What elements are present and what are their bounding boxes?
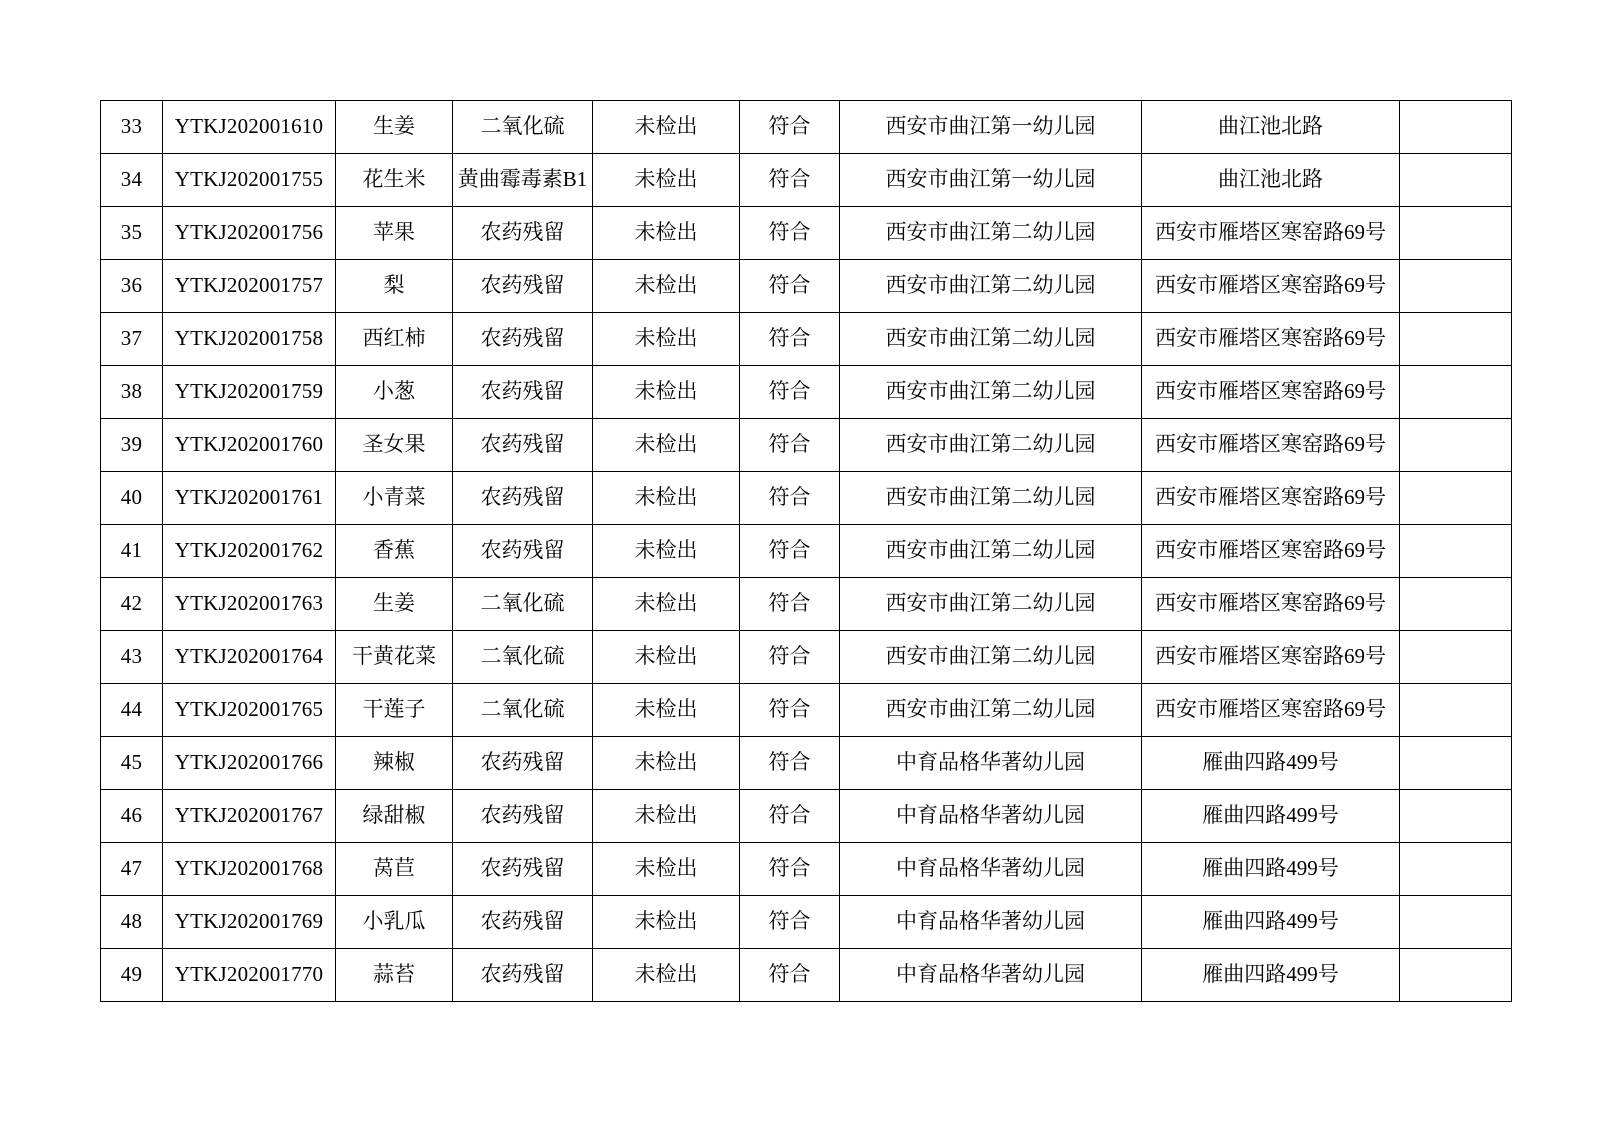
cell-note <box>1400 843 1512 896</box>
cell-note <box>1400 260 1512 313</box>
cell-inspected-unit: 西安市曲江第二幼儿园 <box>840 578 1142 631</box>
cell-sample-code: YTKJ202001757 <box>163 260 336 313</box>
results-table-container <box>100 100 1466 1002</box>
cell-judgement: 符合 <box>740 790 840 843</box>
cell-index: 44 <box>101 684 163 737</box>
cell-note <box>1400 207 1512 260</box>
cell-note <box>1400 419 1512 472</box>
cell-sample-name: 干莲子 <box>336 684 453 737</box>
cell-index: 37 <box>101 313 163 366</box>
cell-sample-name: 生姜 <box>336 101 453 154</box>
inspection-results-table <box>100 100 1512 1002</box>
cell-inspected-unit: 西安市曲江第二幼儿园 <box>840 260 1142 313</box>
cell-inspected-unit: 西安市曲江第二幼儿园 <box>840 419 1142 472</box>
cell-test-item: 二氧化硫 <box>453 631 593 684</box>
cell-sample-code: YTKJ202001756 <box>163 207 336 260</box>
cell-index: 35 <box>101 207 163 260</box>
cell-sample-code: YTKJ202001768 <box>163 843 336 896</box>
cell-index: 42 <box>101 578 163 631</box>
table-body <box>101 101 1512 1002</box>
cell-index: 36 <box>101 260 163 313</box>
table-row <box>101 419 1512 472</box>
cell-test-item: 农药残留 <box>453 313 593 366</box>
cell-index: 33 <box>101 101 163 154</box>
cell-sample-name: 莴苣 <box>336 843 453 896</box>
cell-test-item: 农药残留 <box>453 419 593 472</box>
cell-judgement: 符合 <box>740 419 840 472</box>
cell-note <box>1400 684 1512 737</box>
cell-inspected-unit: 西安市曲江第二幼儿园 <box>840 472 1142 525</box>
table-row <box>101 525 1512 578</box>
cell-test-item: 农药残留 <box>453 472 593 525</box>
cell-index: 38 <box>101 366 163 419</box>
cell-inspected-unit: 中育品格华著幼儿园 <box>840 843 1142 896</box>
cell-inspected-unit: 中育品格华著幼儿园 <box>840 896 1142 949</box>
cell-test-item: 二氧化硫 <box>453 101 593 154</box>
cell-test-item: 黄曲霉毒素B1 <box>453 154 593 207</box>
cell-index: 41 <box>101 525 163 578</box>
cell-address: 西安市雁塔区寒窑路69号 <box>1142 419 1400 472</box>
cell-test-item: 农药残留 <box>453 207 593 260</box>
cell-test-result: 未检出 <box>593 260 740 313</box>
table-row <box>101 366 1512 419</box>
cell-sample-code: YTKJ202001765 <box>163 684 336 737</box>
cell-address: 雁曲四路499号 <box>1142 790 1400 843</box>
cell-judgement: 符合 <box>740 896 840 949</box>
cell-test-result: 未检出 <box>593 366 740 419</box>
cell-judgement: 符合 <box>740 684 840 737</box>
cell-test-result: 未检出 <box>593 313 740 366</box>
cell-judgement: 符合 <box>740 260 840 313</box>
cell-test-result: 未检出 <box>593 949 740 1002</box>
cell-sample-name: 小青菜 <box>336 472 453 525</box>
cell-address: 西安市雁塔区寒窑路69号 <box>1142 631 1400 684</box>
cell-sample-name: 辣椒 <box>336 737 453 790</box>
cell-test-item: 农药残留 <box>453 737 593 790</box>
table-row <box>101 313 1512 366</box>
cell-test-result: 未检出 <box>593 684 740 737</box>
cell-address: 西安市雁塔区寒窑路69号 <box>1142 366 1400 419</box>
table-row <box>101 737 1512 790</box>
cell-sample-name: 绿甜椒 <box>336 790 453 843</box>
cell-test-item: 农药残留 <box>453 525 593 578</box>
cell-test-result: 未检出 <box>593 631 740 684</box>
cell-judgement: 符合 <box>740 843 840 896</box>
cell-index: 39 <box>101 419 163 472</box>
cell-test-item: 农药残留 <box>453 843 593 896</box>
cell-address: 曲江池北路 <box>1142 154 1400 207</box>
cell-judgement: 符合 <box>740 154 840 207</box>
cell-test-item: 农药残留 <box>453 896 593 949</box>
cell-sample-code: YTKJ202001770 <box>163 949 336 1002</box>
cell-index: 40 <box>101 472 163 525</box>
table-row <box>101 154 1512 207</box>
table-row <box>101 260 1512 313</box>
cell-index: 34 <box>101 154 163 207</box>
cell-sample-code: YTKJ202001763 <box>163 578 336 631</box>
cell-sample-name: 小葱 <box>336 366 453 419</box>
cell-sample-code: YTKJ202001769 <box>163 896 336 949</box>
cell-sample-name: 生姜 <box>336 578 453 631</box>
cell-address: 西安市雁塔区寒窑路69号 <box>1142 684 1400 737</box>
cell-test-result: 未检出 <box>593 790 740 843</box>
cell-sample-code: YTKJ202001760 <box>163 419 336 472</box>
cell-judgement: 符合 <box>740 631 840 684</box>
cell-note <box>1400 154 1512 207</box>
cell-address: 雁曲四路499号 <box>1142 896 1400 949</box>
cell-inspected-unit: 西安市曲江第二幼儿园 <box>840 366 1142 419</box>
cell-inspected-unit: 西安市曲江第二幼儿园 <box>840 525 1142 578</box>
cell-address: 西安市雁塔区寒窑路69号 <box>1142 260 1400 313</box>
cell-address: 西安市雁塔区寒窑路69号 <box>1142 472 1400 525</box>
cell-index: 47 <box>101 843 163 896</box>
table-row <box>101 578 1512 631</box>
cell-judgement: 符合 <box>740 313 840 366</box>
cell-address: 曲江池北路 <box>1142 101 1400 154</box>
cell-address: 雁曲四路499号 <box>1142 843 1400 896</box>
cell-inspected-unit: 西安市曲江第二幼儿园 <box>840 631 1142 684</box>
cell-test-result: 未检出 <box>593 419 740 472</box>
cell-index: 43 <box>101 631 163 684</box>
cell-note <box>1400 949 1512 1002</box>
table-row <box>101 949 1512 1002</box>
cell-inspected-unit: 西安市曲江第二幼儿园 <box>840 684 1142 737</box>
table-row <box>101 631 1512 684</box>
cell-address: 西安市雁塔区寒窑路69号 <box>1142 578 1400 631</box>
table-row <box>101 101 1512 154</box>
cell-note <box>1400 790 1512 843</box>
cell-inspected-unit: 西安市曲江第二幼儿园 <box>840 313 1142 366</box>
cell-index: 45 <box>101 737 163 790</box>
cell-index: 46 <box>101 790 163 843</box>
cell-sample-name: 圣女果 <box>336 419 453 472</box>
cell-sample-name: 蒜苔 <box>336 949 453 1002</box>
cell-judgement: 符合 <box>740 525 840 578</box>
cell-judgement: 符合 <box>740 207 840 260</box>
cell-address: 雁曲四路499号 <box>1142 949 1400 1002</box>
cell-sample-name: 小乳瓜 <box>336 896 453 949</box>
cell-sample-code: YTKJ202001764 <box>163 631 336 684</box>
cell-note <box>1400 313 1512 366</box>
cell-judgement: 符合 <box>740 578 840 631</box>
cell-address: 西安市雁塔区寒窑路69号 <box>1142 525 1400 578</box>
cell-inspected-unit: 西安市曲江第一幼儿园 <box>840 154 1142 207</box>
cell-test-item: 二氧化硫 <box>453 578 593 631</box>
cell-judgement: 符合 <box>740 101 840 154</box>
cell-note <box>1400 525 1512 578</box>
cell-test-result: 未检出 <box>593 578 740 631</box>
cell-sample-name: 梨 <box>336 260 453 313</box>
cell-index: 48 <box>101 896 163 949</box>
cell-sample-name: 干黄花菜 <box>336 631 453 684</box>
cell-note <box>1400 366 1512 419</box>
table-row <box>101 207 1512 260</box>
cell-judgement: 符合 <box>740 737 840 790</box>
cell-judgement: 符合 <box>740 949 840 1002</box>
cell-inspected-unit: 中育品格华著幼儿园 <box>840 790 1142 843</box>
cell-sample-code: YTKJ202001767 <box>163 790 336 843</box>
cell-address: 西安市雁塔区寒窑路69号 <box>1142 207 1400 260</box>
cell-note <box>1400 896 1512 949</box>
cell-test-item: 农药残留 <box>453 366 593 419</box>
cell-sample-name: 苹果 <box>336 207 453 260</box>
cell-note <box>1400 737 1512 790</box>
cell-test-result: 未检出 <box>593 101 740 154</box>
cell-sample-name: 香蕉 <box>336 525 453 578</box>
cell-test-result: 未检出 <box>593 525 740 578</box>
cell-inspected-unit: 西安市曲江第一幼儿园 <box>840 101 1142 154</box>
cell-sample-code: YTKJ202001610 <box>163 101 336 154</box>
cell-sample-code: YTKJ202001762 <box>163 525 336 578</box>
cell-note <box>1400 101 1512 154</box>
cell-inspected-unit: 中育品格华著幼儿园 <box>840 737 1142 790</box>
cell-note <box>1400 472 1512 525</box>
cell-sample-code: YTKJ202001758 <box>163 313 336 366</box>
cell-test-item: 农药残留 <box>453 949 593 1002</box>
cell-sample-code: YTKJ202001766 <box>163 737 336 790</box>
cell-index: 49 <box>101 949 163 1002</box>
cell-address: 雁曲四路499号 <box>1142 737 1400 790</box>
cell-test-result: 未检出 <box>593 896 740 949</box>
cell-note <box>1400 578 1512 631</box>
cell-test-item: 农药残留 <box>453 260 593 313</box>
table-row <box>101 896 1512 949</box>
cell-test-result: 未检出 <box>593 472 740 525</box>
cell-sample-code: YTKJ202001761 <box>163 472 336 525</box>
cell-sample-name: 花生米 <box>336 154 453 207</box>
table-row <box>101 472 1512 525</box>
cell-address: 西安市雁塔区寒窑路69号 <box>1142 313 1400 366</box>
cell-test-result: 未检出 <box>593 843 740 896</box>
table-row <box>101 843 1512 896</box>
cell-sample-name: 西红柿 <box>336 313 453 366</box>
cell-judgement: 符合 <box>740 472 840 525</box>
cell-test-result: 未检出 <box>593 207 740 260</box>
cell-sample-code: YTKJ202001759 <box>163 366 336 419</box>
cell-test-result: 未检出 <box>593 154 740 207</box>
cell-judgement: 符合 <box>740 366 840 419</box>
cell-inspected-unit: 西安市曲江第二幼儿园 <box>840 207 1142 260</box>
cell-test-item: 农药残留 <box>453 790 593 843</box>
cell-sample-code: YTKJ202001755 <box>163 154 336 207</box>
cell-test-result: 未检出 <box>593 737 740 790</box>
cell-test-item: 二氧化硫 <box>453 684 593 737</box>
cell-note <box>1400 631 1512 684</box>
table-row <box>101 684 1512 737</box>
table-row <box>101 790 1512 843</box>
cell-inspected-unit: 中育品格华著幼儿园 <box>840 949 1142 1002</box>
